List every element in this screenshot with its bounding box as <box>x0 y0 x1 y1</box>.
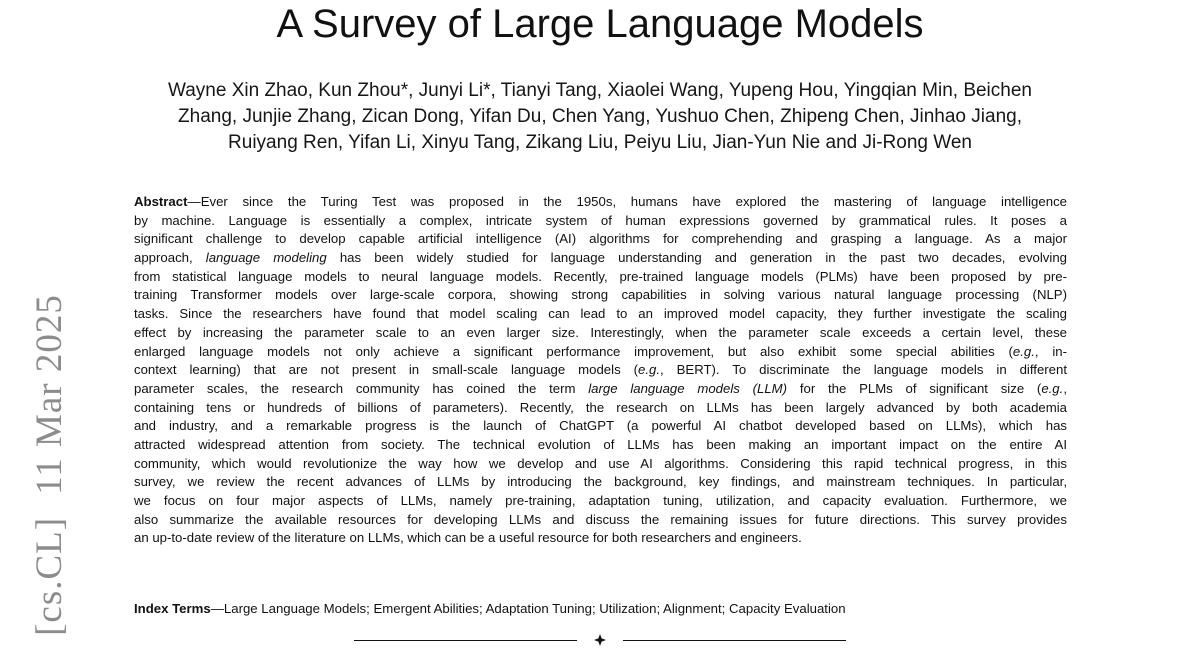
arxiv-category: [cs.CL] <box>29 516 70 636</box>
section-divider <box>354 631 846 649</box>
arxiv-stamp <box>28 285 72 645</box>
abstract-line: also summarize the available resources for developing LLMs and discuss the remaining issues for future directions. This survey provides <box>134 511 1067 527</box>
divider-rule-left <box>354 640 577 641</box>
abstract-block <box>134 193 1067 548</box>
diamond-ornament-icon <box>594 634 606 646</box>
author-list <box>100 78 1100 156</box>
arxiv-date: 11 Mar 2025 <box>29 294 70 495</box>
abstract-line: by machine. Language is essentially a complex, intricate system of human expressions governed by grammatical rules. It poses a <box>134 212 1067 228</box>
abstract-line: tasks. Since the researchers have found that model scaling can lead to an improved model capacity, they further investigate the scaling <box>134 306 1067 322</box>
abstract-line: from statistical language models to neural language models. Recently, pre-trained language models (PLMs) have been proposed by pre- <box>134 268 1067 284</box>
abstract-text: —Ever since the Turing Test was proposed in the 1950s, humans have explored the mastering of language intelligence <box>187 194 1067 209</box>
abstract-line: survey, we review the recent advances of LLMs by introducing the background, key findings, and mainstream techniques. In particular, <box>134 474 1067 490</box>
abstract-line: attracted widespread attention from society. The technical evolution of LLMs has been making an important impact on the entire AI <box>134 436 1067 452</box>
abstract-line <box>134 193 1067 212</box>
author-line: Zhang, Junjie Zhang, Zican Dong, Yifan Du, Chen Yang, Yushuo Chen, Zhipeng Chen, Jinhao Jiang, <box>178 106 1022 127</box>
abstract-label: Abstract <box>134 194 188 209</box>
index-terms-text: —Large Language Models; Emergent Abilities; Adaptation Tuning; Utilization; Alignment; Capacity Evaluation <box>210 601 846 616</box>
abstract-line: and industry, and a remarkable progress is the launch of ChatGPT (a powerful AI chatbot developed based on LLMs), which has <box>134 418 1067 434</box>
abstract-line: an up-to-date review of the literature on LLMs, which can be a useful resource for both researchers and engineers. <box>134 530 802 546</box>
abstract-line: context learning) that are not present in small-scale language models (e.g., BERT). To discriminate the language models in different <box>134 362 1068 378</box>
index-terms <box>134 600 1067 618</box>
abstract-line: enlarged language models not only achieve a significant performance improvement, but also exhibit some special abilities (e.g., in- <box>134 343 1067 359</box>
abstract-line: significant challenge to develop capable artificial intelligence (AI) algorithms for comprehending and grasping a language. As a major <box>134 231 1067 247</box>
index-terms-label: Index Terms <box>134 601 211 616</box>
abstract-line: training Transformer models over large-scale corpora, showing strong capabilities in solving various natural language processing (NLP) <box>134 287 1067 303</box>
abstract-line: we focus on four major aspects of LLMs, namely pre-training, adaptation tuning, utilization, and capacity evaluation. Furthermore, we <box>134 493 1067 508</box>
divider-rule-right <box>623 640 846 641</box>
author-line: Ruiyang Ren, Yifan Li, Xinyu Tang, Zikang Liu, Peiyu Liu, Jian-Yun Nie and Ji-Rong Wen <box>228 132 972 153</box>
abstract-line: approach, language modeling has been widely studied for language understanding and generation in the past two decades, evolving <box>134 250 1067 266</box>
abstract-line: community, which would revolutionize the way how we develop and use AI algorithms. Considering this rapid technical progress, in this <box>134 455 1067 471</box>
abstract-line: effect by increasing the parameter scale to an even larger size. Interestingly, when the parameter scale exceeds a certain level, these <box>134 324 1067 340</box>
abstract-line: containing tens or hundreds of billions of parameters). Recently, the research on LLMs has been largely advanced by both academia <box>134 399 1067 415</box>
abstract-line: parameter scales, the research community has coined the term large language models (LLM) for the PLMs of significant size (e.g., <box>134 380 1067 396</box>
paper-title: A Survey of Large Language Models <box>276 2 924 46</box>
author-line: Wayne Xin Zhao, Kun Zhou*, Junyi Li*, Tianyi Tang, Xiaolei Wang, Yupeng Hou, Yingqian Min, Beichen <box>168 80 1032 101</box>
